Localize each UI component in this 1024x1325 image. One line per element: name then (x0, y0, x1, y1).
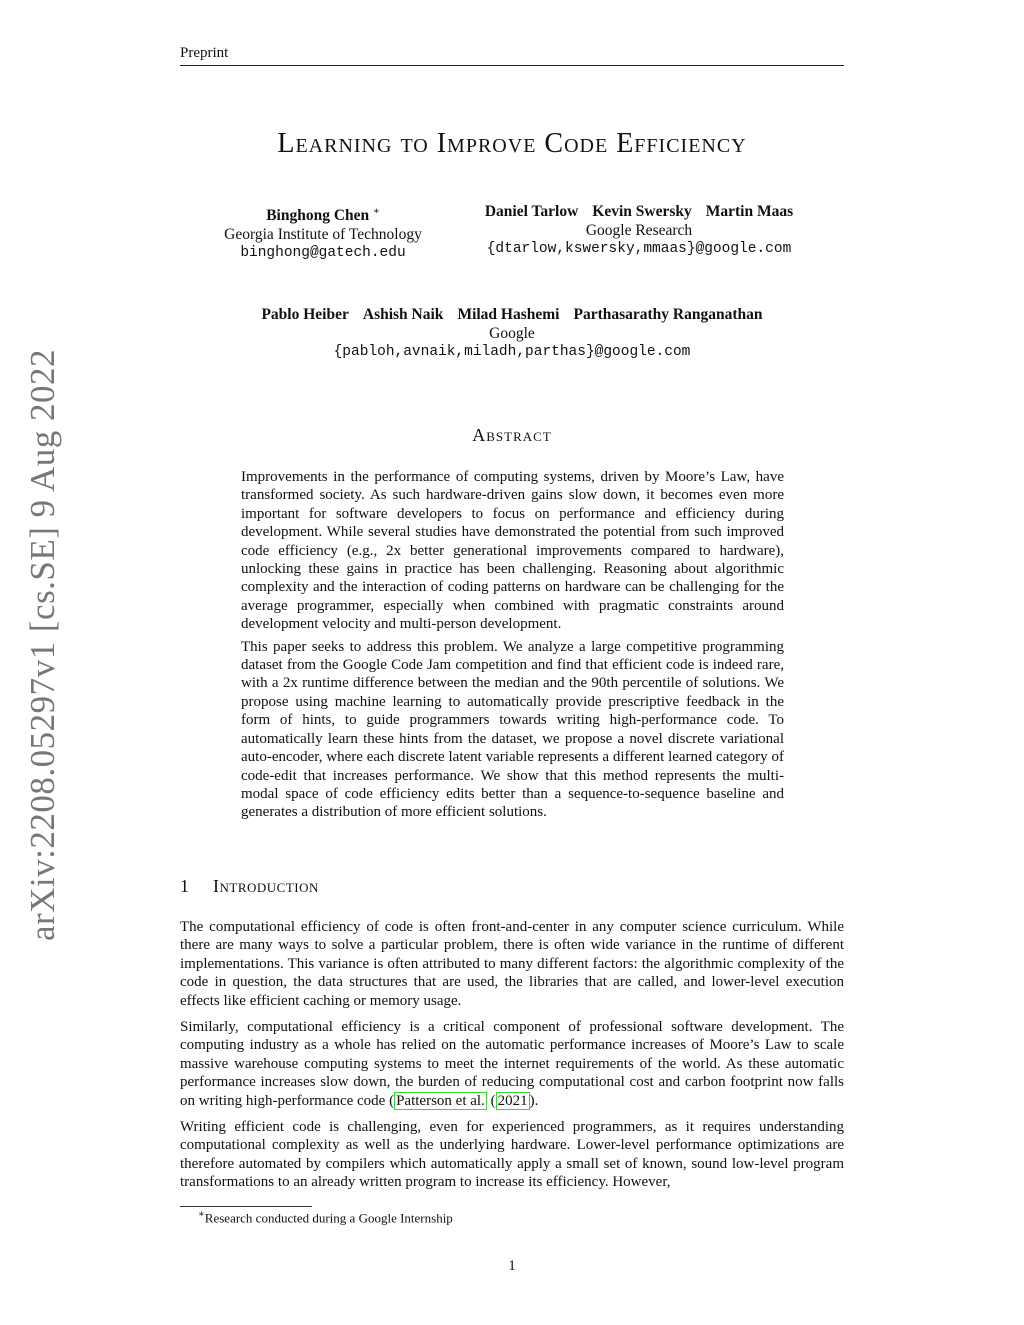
footnote-mark: ∗ (198, 1209, 205, 1220)
author-name: Martin Maas (705, 203, 794, 220)
paper-title: Learning to Improve Code Efficiency (277, 128, 747, 159)
body-text: Similarly, computational efficiency is a critical component of professional software development. The computing industry as a whole has relied on the automatic performance increases of Moore’s Law to scale massive warehouse computing systems to meet the internet requirements of the world. As these automatic performance increases slow down, the burden of reducing computational cost and carbon footprint now falls on writing high-performance code ( (180, 1019, 844, 1109)
section-heading (180, 876, 319, 897)
body-paragraph: Writing efficient code is challenging, even for experienced programmers, as it requires understanding computational complexity as well as the underlying hardware. Lower-level performance optimizations are therefore automated by compilers which automatically apply a small set of known, sound low-level program transformations to an already written program to increase its efficiency. However, (180, 1119, 844, 1191)
arxiv-stamp: arXiv:2208.05297v1 [cs.SE] 9 Aug 2022 (23, 348, 62, 942)
author-name: Daniel Tarlow (484, 203, 579, 220)
author-block-left (205, 202, 441, 263)
abstract-heading: Abstract (472, 425, 552, 445)
abstract-body (241, 468, 784, 826)
citation-link[interactable]: Patterson et al. (396, 1092, 485, 1109)
email: {dtarlow,kswersky,mmaas}@google.com (486, 241, 792, 257)
email: binghong@gatech.edu (240, 245, 406, 262)
body-text-end: ). (529, 1092, 539, 1109)
affiliation: Google Research (585, 222, 693, 239)
footnote-mark: ∗ (373, 206, 380, 217)
header-rule (180, 65, 844, 66)
body-paragraph: The computational efficiency of code is often front-and-center in any computer science curriculum. While there are many ways to solve a particular problem, there is often wide variance in the runtime of different implementations. This variance is often attributed to many different factors: the algorithmic complexity of the code in question, the data structures that are used, the libraries that are called, and lower-level execution effects like efficient caching or memory usage. (180, 919, 844, 1009)
body-paragraph: Similarly, computational efficiency is a critical component of professional software development. The computing industry as a whole has relied on the automatic performance increases of Moore’s Law to scale massive warehouse computing systems to meet the internet requirements of the world. As these automatic performance increases slow down, the burden of reducing computational cost and carbon footprint now falls on writing high-performance code ( Patterson et al. ( 2021 ). (180, 1019, 844, 1109)
author-name: Binghong Chen (266, 207, 370, 225)
author-name: Pablo Heiber (261, 306, 349, 323)
author-block-google (200, 305, 824, 362)
author-block-right (458, 202, 820, 259)
footnote-text: Research conducted during a Google Internship (204, 1210, 453, 1226)
footnote (198, 1209, 453, 1226)
section-title: Introduction (213, 876, 319, 896)
author-name: Parthasarathy Ranganathan (573, 306, 763, 323)
author-name: Milad Hashemi (457, 306, 560, 323)
affiliation: Google (489, 325, 535, 342)
author-name: Ashish Naik (362, 306, 444, 323)
email: {pabloh,avnaik,miladh,parthas}@google.com (333, 344, 691, 360)
page-number: 1 (508, 1258, 516, 1274)
running-head-text: Preprint (180, 45, 229, 61)
affiliation: Georgia Institute of Technology (224, 226, 422, 244)
running-header (180, 45, 844, 62)
abstract-paragraph: This paper seeks to address this problem. We analyze a large competitive programming dataset from the Google Code Jam competition and find that efficient code is indeed rare, with a 2x runtime difference between the median and the 90th percentile of solutions. We propose using machine learning to automatically provide prescriptive feedback in the form of hints, to guide programmers towards writing high-performance code. To automatically learn these hints from the dataset, we propose a novel discrete variational auto-encoder, where each discrete latent variable represents a different learned category of code-edit that increases performance. We show that this method represents the multi-modal space of code efficiency edits better than a sequence-to-sequence baseline and generates a distribution of more efficient solutions. (241, 638, 784, 821)
footnote-rule (180, 1206, 312, 1207)
author-name: Kevin Swersky (592, 203, 692, 220)
section-body (180, 918, 844, 1200)
abstract-paragraph: Improvements in the performance of computing systems, driven by Moore’s Law, have transformed society. As such hardware-driven gains slow down, it becomes even more important for software developers to focus on performance and efficiency during development. While several studies have demonstrated the potential from such improved code efficiency (e.g., 2x better generational improvements compared to hardware), unlocking these gains in practice has been challenging. Reasoning about algorithmic complexity and the interaction of coding patterns on hardware can be challenging for the average programmer, especially when combined with pragmatic constraints around development velocity and multi-person development. (241, 469, 784, 633)
section-number: 1 (180, 876, 190, 896)
citation-year-link[interactable]: 2021 (497, 1092, 528, 1109)
